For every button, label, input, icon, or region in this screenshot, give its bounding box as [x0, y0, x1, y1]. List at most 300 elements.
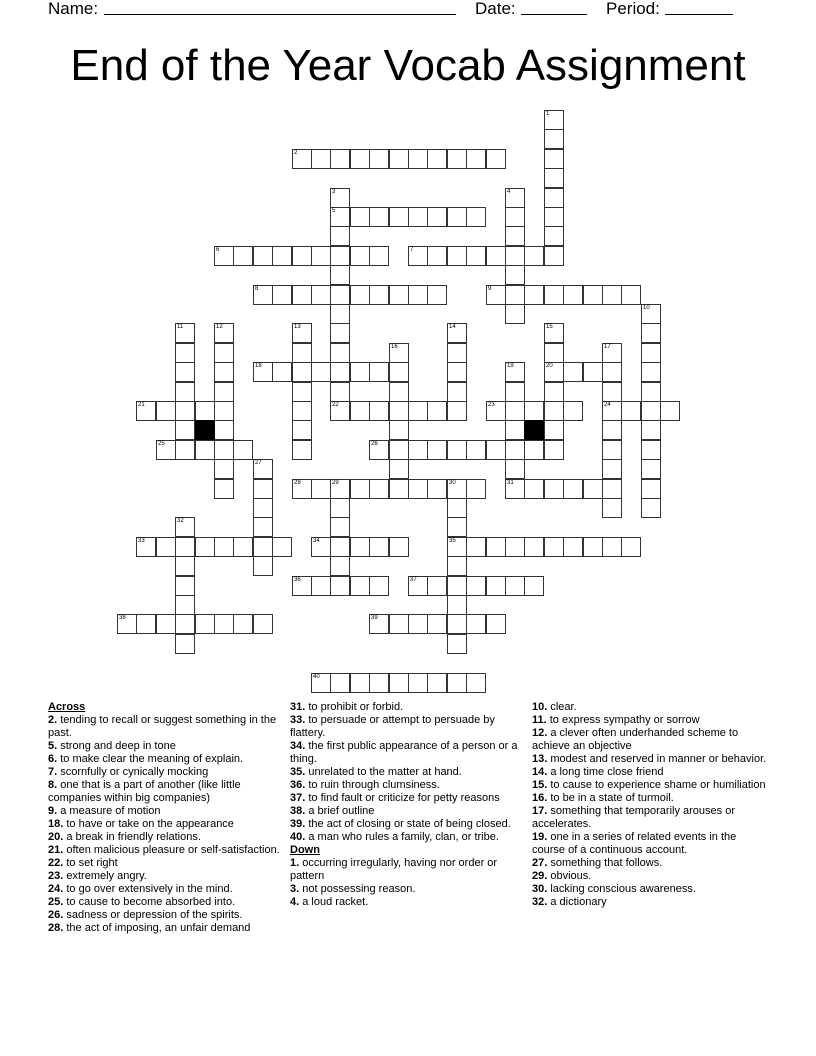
clue-num: 15.: [532, 779, 548, 791]
grid-cell[interactable]: [447, 382, 467, 402]
grid-cell[interactable]: [330, 265, 350, 285]
grid-cell[interactable]: [350, 537, 370, 557]
grid-cell[interactable]: [524, 537, 544, 557]
clue-text: to be in a state of turmoil.: [550, 792, 674, 804]
grid-cell[interactable]: [505, 576, 525, 596]
grid-cell[interactable]: [389, 382, 409, 402]
grid-cell[interactable]: [330, 479, 350, 499]
grid-cell[interactable]: [369, 285, 389, 305]
grid-cell[interactable]: [389, 362, 409, 382]
grid-cell[interactable]: [253, 246, 273, 266]
grid-cell[interactable]: [563, 537, 583, 557]
grid-cell[interactable]: [330, 382, 350, 402]
grid-cell[interactable]: [466, 614, 486, 634]
grid-cell[interactable]: [175, 576, 195, 596]
grid-cell[interactable]: [524, 479, 544, 499]
grid-cell[interactable]: [447, 517, 467, 537]
grid-cell[interactable]: [447, 479, 467, 499]
grid-cell[interactable]: [447, 323, 467, 343]
grid-cell[interactable]: [350, 149, 370, 169]
grid-cell[interactable]: [602, 440, 622, 460]
grid-cell[interactable]: [427, 479, 447, 499]
grid-cell[interactable]: [544, 537, 564, 557]
grid-cell[interactable]: [505, 304, 525, 324]
grid-cell[interactable]: [427, 401, 447, 421]
grid-cell[interactable]: [330, 304, 350, 324]
grid-cell[interactable]: [602, 362, 622, 382]
grid-cell[interactable]: [369, 479, 389, 499]
grid-cell[interactable]: [117, 614, 137, 634]
grid-cell[interactable]: [233, 537, 253, 557]
grid-cell[interactable]: [544, 382, 564, 402]
grid-cell[interactable]: [175, 343, 195, 363]
grid-cell[interactable]: [389, 440, 409, 460]
grid-cell[interactable]: [505, 382, 525, 402]
grid-cell[interactable]: [486, 576, 506, 596]
grid-cell[interactable]: [583, 479, 603, 499]
down-clue: [532, 753, 770, 766]
clue-num: 20.: [48, 831, 64, 843]
grid-cell[interactable]: [311, 576, 331, 596]
grid-cell[interactable]: [253, 498, 273, 518]
grid-cell[interactable]: [408, 440, 428, 460]
grid-cell[interactable]: [330, 226, 350, 246]
grid-cell[interactable]: [427, 614, 447, 634]
grid-cell[interactable]: [175, 634, 195, 654]
grid-cell[interactable]: [389, 614, 409, 634]
clue-number: 34: [313, 538, 320, 544]
grid-cell[interactable]: [195, 537, 215, 557]
grid-cell[interactable]: [369, 614, 389, 634]
across-clue: [48, 922, 286, 935]
grid-cell[interactable]: [233, 246, 253, 266]
grid-cell[interactable]: [583, 537, 603, 557]
date-label: Date:: [475, 0, 516, 18]
grid-cell[interactable]: [544, 168, 564, 188]
grid-cell[interactable]: [330, 556, 350, 576]
grid-cell[interactable]: [466, 440, 486, 460]
grid-cell[interactable]: [466, 149, 486, 169]
grid-cell[interactable]: [427, 207, 447, 227]
grid-cell[interactable]: [253, 537, 273, 557]
grid-cell[interactable]: [175, 595, 195, 615]
grid-cell[interactable]: [602, 285, 622, 305]
grid-cell[interactable]: [214, 246, 234, 266]
grid-cell[interactable]: [641, 420, 661, 440]
grid-cell[interactable]: [311, 673, 331, 693]
grid-cell[interactable]: [641, 343, 661, 363]
grid-cell[interactable]: [389, 459, 409, 479]
grid-cell[interactable]: [505, 401, 525, 421]
clue-num: 39.: [290, 818, 306, 830]
grid-cell[interactable]: [427, 246, 447, 266]
grid-cell[interactable]: [408, 285, 428, 305]
grid-cell[interactable]: [369, 673, 389, 693]
grid-cell[interactable]: [389, 401, 409, 421]
grid-cell[interactable]: [544, 246, 564, 266]
grid-cell[interactable]: [505, 188, 525, 208]
grid-cell[interactable]: [311, 246, 331, 266]
grid-cell[interactable]: [214, 459, 234, 479]
grid-cell[interactable]: [292, 576, 312, 596]
clue-text: unrelated to the matter at hand.: [308, 766, 462, 778]
grid-cell[interactable]: [621, 537, 641, 557]
grid-cell[interactable]: [660, 401, 680, 421]
grid-cell[interactable]: [486, 149, 506, 169]
grid-cell[interactable]: [408, 401, 428, 421]
clue-text: a measure of motion: [60, 805, 161, 817]
grid-cell[interactable]: [447, 401, 467, 421]
grid-cell[interactable]: [350, 576, 370, 596]
grid-cell[interactable]: [641, 362, 661, 382]
grid-cell[interactable]: [214, 440, 234, 460]
grid-cell[interactable]: [175, 556, 195, 576]
grid-cell[interactable]: [641, 498, 661, 518]
grid-cell[interactable]: [447, 576, 467, 596]
grid-cell[interactable]: [641, 401, 661, 421]
grid-cell[interactable]: [544, 343, 564, 363]
grid-cell[interactable]: [447, 537, 467, 557]
grid-cell[interactable]: [175, 537, 195, 557]
period-label: Period:: [606, 0, 660, 18]
grid-cell[interactable]: [505, 246, 525, 266]
across-clue: [290, 792, 528, 805]
grid-cell[interactable]: [195, 614, 215, 634]
grid-cell[interactable]: [427, 149, 447, 169]
grid-cell[interactable]: [369, 576, 389, 596]
grid-cell[interactable]: [330, 537, 350, 557]
grid-cell[interactable]: [175, 614, 195, 634]
clue-text: tending to recall or suggest something in the past.: [48, 714, 277, 739]
grid-cell[interactable]: [427, 285, 447, 305]
grid-cell[interactable]: [369, 362, 389, 382]
grid-cell[interactable]: [524, 440, 544, 460]
grid-cell[interactable]: [408, 673, 428, 693]
grid-cell[interactable]: [524, 401, 544, 421]
grid-cell[interactable]: [369, 207, 389, 227]
grid-cell[interactable]: [330, 343, 350, 363]
grid-cell[interactable]: [505, 285, 525, 305]
grid-cell[interactable]: [350, 207, 370, 227]
grid-cell[interactable]: [505, 479, 525, 499]
grid-cell[interactable]: [563, 479, 583, 499]
grid-cell[interactable]: [466, 576, 486, 596]
grid-cell[interactable]: [486, 537, 506, 557]
grid-cell[interactable]: [389, 207, 409, 227]
grid-cell[interactable]: [466, 246, 486, 266]
grid-cell[interactable]: [330, 188, 350, 208]
grid-cell[interactable]: [544, 110, 564, 130]
across-heading: Across: [48, 701, 86, 713]
grid-cell[interactable]: [175, 323, 195, 343]
across-clue: [290, 818, 528, 831]
grid-cell[interactable]: [156, 401, 176, 421]
grid-cell[interactable]: [486, 285, 506, 305]
grid-cell[interactable]: [214, 382, 234, 402]
grid-cell[interactable]: [330, 673, 350, 693]
grid-cell[interactable]: [641, 382, 661, 402]
grid-cell[interactable]: [427, 673, 447, 693]
grid-cell[interactable]: [214, 614, 234, 634]
grid-cell[interactable]: [214, 401, 234, 421]
grid-cell[interactable]: [272, 246, 292, 266]
grid-cell[interactable]: [175, 362, 195, 382]
grid-cell[interactable]: [292, 479, 312, 499]
grid-cell[interactable]: [253, 517, 273, 537]
grid-cell[interactable]: [447, 362, 467, 382]
grid-cell[interactable]: [350, 362, 370, 382]
grid-cell[interactable]: [272, 285, 292, 305]
grid-cell[interactable]: [466, 479, 486, 499]
grid-cell[interactable]: [447, 343, 467, 363]
grid-cell[interactable]: [389, 479, 409, 499]
across-clue: [48, 857, 286, 870]
grid-cell[interactable]: [292, 440, 312, 460]
grid-cell[interactable]: [447, 673, 467, 693]
grid-cell[interactable]: [214, 479, 234, 499]
grid-cell[interactable]: [447, 556, 467, 576]
grid-cell[interactable]: [292, 149, 312, 169]
grid-cell[interactable]: [175, 517, 195, 537]
grid-cell[interactable]: [447, 207, 467, 227]
grid-cell[interactable]: [505, 362, 525, 382]
grid-cell[interactable]: [505, 537, 525, 557]
grid-cell[interactable]: [544, 188, 564, 208]
clue-num: 38.: [290, 805, 306, 817]
grid-cell[interactable]: [563, 362, 583, 382]
grid-cell[interactable]: [330, 149, 350, 169]
grid-cell[interactable]: [350, 673, 370, 693]
grid-cell[interactable]: [156, 440, 176, 460]
grid-cell[interactable]: [408, 479, 428, 499]
grid-cell[interactable]: [544, 129, 564, 149]
grid-cell[interactable]: [641, 323, 661, 343]
grid-cell[interactable]: [447, 440, 467, 460]
grid-cell[interactable]: [195, 440, 215, 460]
grid-cell[interactable]: [311, 537, 331, 557]
clue-text: to cause to become absorbed into.: [66, 896, 236, 908]
grid-cell[interactable]: [292, 323, 312, 343]
grid-cell[interactable]: [233, 440, 253, 460]
grid-cell[interactable]: [544, 420, 564, 440]
grid-cell[interactable]: [214, 343, 234, 363]
clue-number: 32: [177, 518, 184, 524]
grid-cell[interactable]: [602, 498, 622, 518]
down-clue: [532, 727, 770, 753]
grid-cell[interactable]: [350, 246, 370, 266]
grid-cell[interactable]: [330, 517, 350, 537]
grid-cell[interactable]: [505, 420, 525, 440]
grid-cell[interactable]: [408, 576, 428, 596]
grid-cell[interactable]: [563, 285, 583, 305]
grid-cell[interactable]: [292, 420, 312, 440]
grid-cell[interactable]: [408, 614, 428, 634]
grid-cell[interactable]: [447, 634, 467, 654]
grid-cell[interactable]: [524, 576, 544, 596]
grid-cell[interactable]: [466, 207, 486, 227]
clue-num: 8.: [48, 779, 58, 791]
grid-cell[interactable]: [369, 246, 389, 266]
grid-cell[interactable]: [427, 576, 447, 596]
grid-cell[interactable]: [602, 420, 622, 440]
grid-cell[interactable]: [544, 479, 564, 499]
grid-cell[interactable]: [330, 362, 350, 382]
grid-cell[interactable]: [602, 479, 622, 499]
grid-cell[interactable]: [292, 285, 312, 305]
grid-cell[interactable]: [175, 382, 195, 402]
grid-cell[interactable]: [602, 382, 622, 402]
grid-cell[interactable]: [136, 401, 156, 421]
grid-cell[interactable]: [350, 285, 370, 305]
grid-cell[interactable]: [253, 479, 273, 499]
grid-cell[interactable]: [447, 246, 467, 266]
grid-cell[interactable]: [389, 420, 409, 440]
grid-cell[interactable]: [466, 537, 486, 557]
grid-cell[interactable]: [524, 285, 544, 305]
grid-cell[interactable]: [486, 440, 506, 460]
grid-cell[interactable]: [486, 401, 506, 421]
grid-cell[interactable]: [389, 673, 409, 693]
grid-cell[interactable]: [641, 459, 661, 479]
grid-cell[interactable]: [292, 382, 312, 402]
clue-num: 9.: [48, 805, 58, 817]
grid-cell[interactable]: [292, 343, 312, 363]
grid-cell[interactable]: [447, 614, 467, 634]
grid-cell[interactable]: [427, 440, 447, 460]
grid-cell[interactable]: [214, 323, 234, 343]
grid-cell[interactable]: [544, 401, 564, 421]
grid-cell[interactable]: [156, 614, 176, 634]
grid-cell[interactable]: [486, 614, 506, 634]
grid-cell[interactable]: [563, 401, 583, 421]
grid-cell[interactable]: [505, 459, 525, 479]
grid-cell[interactable]: [214, 537, 234, 557]
grid-cell[interactable]: [175, 401, 195, 421]
grid-cell[interactable]: [311, 149, 331, 169]
grid-cell[interactable]: [583, 362, 603, 382]
grid-cell[interactable]: [292, 362, 312, 382]
clue-number: 29: [332, 480, 339, 486]
grid-cell[interactable]: [544, 149, 564, 169]
grid-cell[interactable]: [253, 459, 273, 479]
grid-cell[interactable]: [311, 285, 331, 305]
clue-num: 32.: [532, 896, 548, 908]
grid-cell[interactable]: [602, 537, 622, 557]
grid-cell[interactable]: [350, 401, 370, 421]
grid-cell[interactable]: [369, 440, 389, 460]
grid-cell[interactable]: [389, 343, 409, 363]
grid-cell[interactable]: [272, 362, 292, 382]
grid-cell[interactable]: [641, 440, 661, 460]
grid-cell[interactable]: [369, 401, 389, 421]
grid-cell[interactable]: [330, 246, 350, 266]
grid-cell[interactable]: [330, 207, 350, 227]
grid-cell[interactable]: [583, 285, 603, 305]
clue-number: 31: [507, 480, 514, 486]
grid-cell[interactable]: [311, 362, 331, 382]
grid-cell[interactable]: [505, 226, 525, 246]
grid-cell[interactable]: [253, 362, 273, 382]
grid-cell[interactable]: [195, 401, 215, 421]
grid-cell[interactable]: [544, 285, 564, 305]
grid-cell[interactable]: [389, 537, 409, 557]
grid-cell[interactable]: [602, 401, 622, 421]
grid-cell[interactable]: [330, 285, 350, 305]
grid-cell[interactable]: [524, 246, 544, 266]
grid-cell[interactable]: [292, 401, 312, 421]
grid-cell[interactable]: [136, 537, 156, 557]
down-clue: [290, 883, 528, 896]
clue-text: strong and deep in tone: [60, 740, 176, 752]
grid-cell[interactable]: [253, 556, 273, 576]
grid-cell[interactable]: [369, 537, 389, 557]
grid-cell[interactable]: [311, 479, 331, 499]
grid-cell[interactable]: [641, 304, 661, 324]
grid-cell[interactable]: [253, 614, 273, 634]
grid-cell[interactable]: [544, 440, 564, 460]
clue-num: 16.: [532, 792, 548, 804]
grid-cell[interactable]: [330, 401, 350, 421]
grid-cell[interactable]: [233, 614, 253, 634]
grid-cell[interactable]: [214, 420, 234, 440]
grid-cell[interactable]: [175, 420, 195, 440]
clue-number: 13: [294, 324, 301, 330]
grid-cell[interactable]: [330, 498, 350, 518]
grid-cell[interactable]: [156, 537, 176, 557]
grid-cell[interactable]: [602, 343, 622, 363]
grid-cell[interactable]: [272, 537, 292, 557]
grid-cell[interactable]: [292, 246, 312, 266]
grid-cell[interactable]: [408, 149, 428, 169]
grid-cell[interactable]: [369, 149, 389, 169]
grid-cell[interactable]: [505, 265, 525, 285]
grid-cell[interactable]: [466, 673, 486, 693]
grid-cell[interactable]: [408, 246, 428, 266]
grid-cell[interactable]: [641, 479, 661, 499]
grid-cell[interactable]: [447, 595, 467, 615]
clue-number: 3: [332, 189, 336, 195]
grid-cell[interactable]: [214, 362, 234, 382]
clue-num: 30.: [532, 883, 548, 895]
grid-cell[interactable]: [408, 207, 428, 227]
clue-number: 26: [371, 441, 378, 447]
grid-cell[interactable]: [175, 440, 195, 460]
clue-num: 23.: [48, 870, 64, 882]
grid-cell[interactable]: [447, 498, 467, 518]
clue-column-1: [48, 701, 286, 935]
grid-cell[interactable]: [330, 576, 350, 596]
grid-cell[interactable]: [136, 614, 156, 634]
grid-cell[interactable]: [389, 285, 409, 305]
grid-cell[interactable]: [447, 149, 467, 169]
grid-cell[interactable]: [544, 226, 564, 246]
page-title: End of the Year Vocab Assignment: [70, 41, 746, 90]
grid-cell[interactable]: [253, 285, 273, 305]
clue-num: 13.: [532, 753, 548, 765]
grid-cell[interactable]: [621, 285, 641, 305]
grid-cell[interactable]: [621, 401, 641, 421]
grid-cell[interactable]: [505, 440, 525, 460]
grid-cell[interactable]: [389, 149, 409, 169]
grid-cell[interactable]: [544, 323, 564, 343]
grid-cell[interactable]: [330, 323, 350, 343]
grid-cell[interactable]: [544, 362, 564, 382]
grid-cell[interactable]: [544, 207, 564, 227]
grid-cell[interactable]: [486, 246, 506, 266]
grid-cell[interactable]: [602, 459, 622, 479]
grid-cell[interactable]: [505, 207, 525, 227]
grid-cell[interactable]: [350, 479, 370, 499]
